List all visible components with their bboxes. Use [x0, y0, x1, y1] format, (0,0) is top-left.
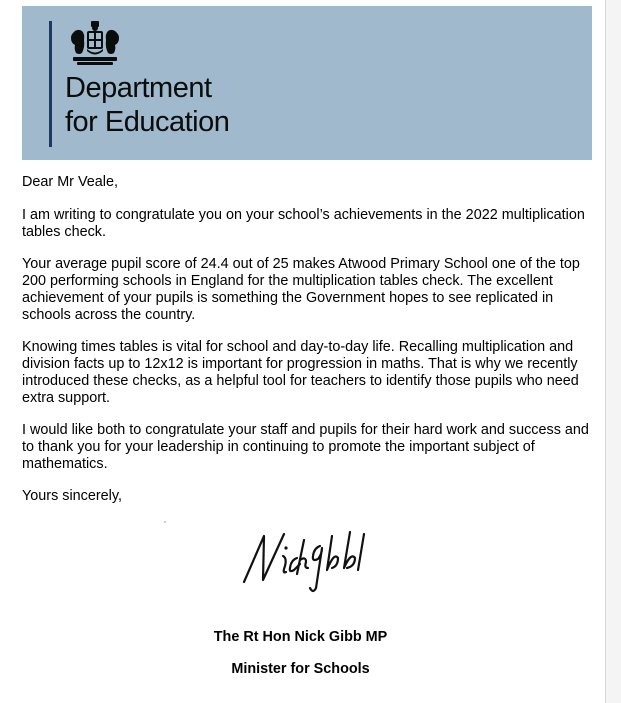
letter-body — [22, 174, 594, 520]
paragraph-score: Your average pupil score of 24.4 out of 25 makes Atwood Primary School one of the top 200 performing schools in England for the multiplication tables check. The excellent achievement of your pupils is something the Government hopes to see replicated in schools across the country. — [22, 256, 580, 323]
handwritten-signature — [234, 522, 380, 608]
banner-rule — [49, 21, 52, 147]
signatory-name-text: The Rt Hon Nick Gibb MP — [213, 629, 388, 645]
signatory-role-text: Minister for Schools — [231, 661, 370, 677]
department-banner — [22, 6, 592, 160]
closing: Yours sincerely, — [22, 488, 122, 504]
scan-speck — [164, 521, 166, 523]
organisation-name-line1: Department — [65, 72, 212, 104]
salutation: Dear Mr Veale, — [22, 174, 118, 190]
organisation-name-line2: for Education — [65, 106, 230, 138]
page-margin — [606, 0, 621, 703]
signatory-name — [0, 629, 621, 646]
paragraph-times-tables: Knowing times tables is vital for school and day-to-day life. Recalling multiplication and division facts up to 12x12 is important for progression in maths. That is why we recently introduced these checks, as a helpful tool for teachers to identify those pupils who need extra support. — [22, 339, 579, 406]
paragraph-congratulation: I am writing to congratulate you on your school’s achievements in the 2022 multiplication tables check. — [22, 207, 585, 240]
royal-coat-of-arms-icon — [65, 20, 125, 66]
signatory-role — [0, 661, 621, 678]
paragraph-thanks: I would like both to congratulate your staff and pupils for their hard work and success and to thank you for your leadership in continuing to promote the important subject of mathematics. — [22, 422, 589, 472]
